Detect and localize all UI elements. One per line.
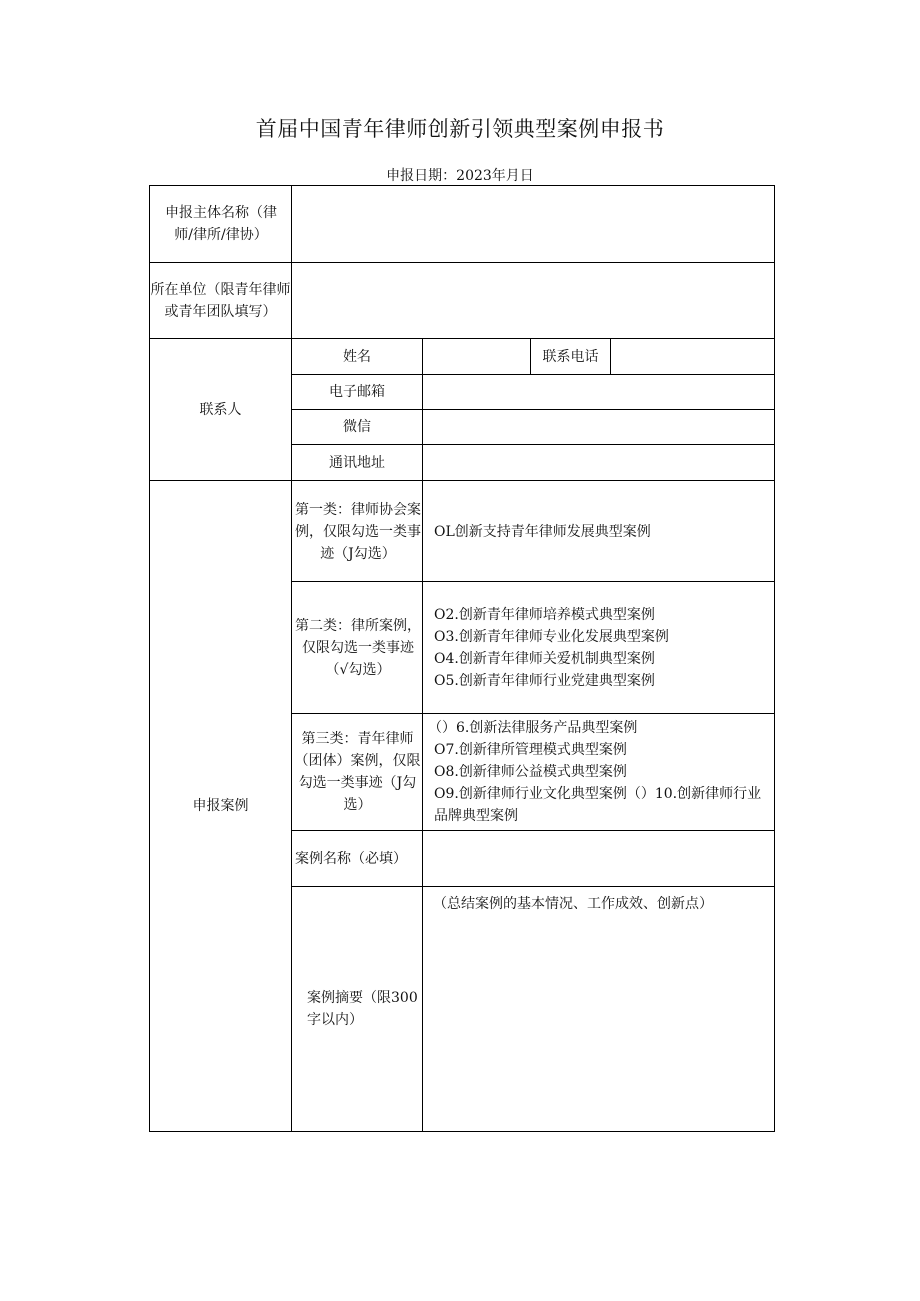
address-field[interactable] — [423, 445, 774, 480]
case-option-6[interactable]: （）6.创新法律服务产品典型案例 — [428, 720, 638, 736]
case-option-5[interactable]: O5.创新青年律师行业党建典型案例 — [434, 672, 655, 689]
case-option-1[interactable]: OL创新支持青年律师发展典型案例 — [434, 523, 651, 540]
table-border-right — [774, 185, 775, 1132]
contact-label: 联系人 — [199, 401, 242, 418]
email-field[interactable] — [423, 375, 774, 409]
case-option-4[interactable]: O4.创新青年律师关爱机制典型案例 — [434, 650, 655, 667]
cases-label: 申报案例 — [192, 798, 249, 814]
name-field[interactable] — [423, 339, 530, 374]
email-label: 电子邮箱 — [329, 384, 385, 400]
category-3-options — [428, 714, 774, 830]
category-2-label: 第二类：律所案例，仅限勾选一类事迹（√勾选） — [295, 617, 421, 678]
category-3-label: 第三类：青年律师（团体）案例，仅限勾选一类事迹（J勾选） — [294, 731, 421, 813]
case-option-7[interactable]: O7.创新律所管理模式典型案例 — [434, 742, 627, 758]
unit-label: 所在单位（限青年律师或青年团队填写） — [150, 281, 291, 320]
case-option-2[interactable]: O2.创新青年律师培养模式典型案例 — [434, 606, 655, 623]
phone-label: 联系电话 — [542, 348, 599, 365]
category-2-options — [434, 582, 772, 713]
applicant-label: 申报主体名称（律师/律所/律协） — [165, 205, 277, 243]
summary-hint: （总结案例的基本情况、工作成效、创新点） — [433, 896, 713, 912]
phone-field[interactable] — [611, 339, 774, 374]
table-border-bottom — [149, 1131, 775, 1132]
applicant-field[interactable] — [292, 186, 774, 262]
page-title: 首届中国青年律师创新引领典型案例申报书 — [255, 117, 665, 141]
case-option-9-10[interactable]: O9.创新律师行业文化典型案例（）10.创新律师行业品牌典型案例 — [434, 786, 762, 824]
wechat-field[interactable] — [423, 410, 774, 444]
address-label: 通讯地址 — [329, 454, 385, 471]
summary-field[interactable] — [423, 887, 774, 1131]
case-option-3[interactable]: O3.创新青年律师专业化发展典型案例 — [434, 628, 669, 645]
case-name-field[interactable] — [423, 831, 774, 886]
summary-label: 案例摘要（限300字以内） — [307, 990, 418, 1028]
case-option-8[interactable]: O8.创新律师公益模式典型案例 — [434, 764, 627, 780]
case-name-label: 案例名称（必填） — [295, 850, 407, 867]
wechat-label: 微信 — [343, 419, 371, 435]
name-label: 姓名 — [343, 348, 371, 365]
category-1-label: 第一类：律师协会案例，仅限勾选一类事迹（J勾选） — [295, 501, 421, 562]
application-date: 申报日期：2023年月日 — [386, 168, 534, 184]
category-1-options — [434, 482, 772, 581]
unit-field[interactable] — [292, 263, 774, 338]
